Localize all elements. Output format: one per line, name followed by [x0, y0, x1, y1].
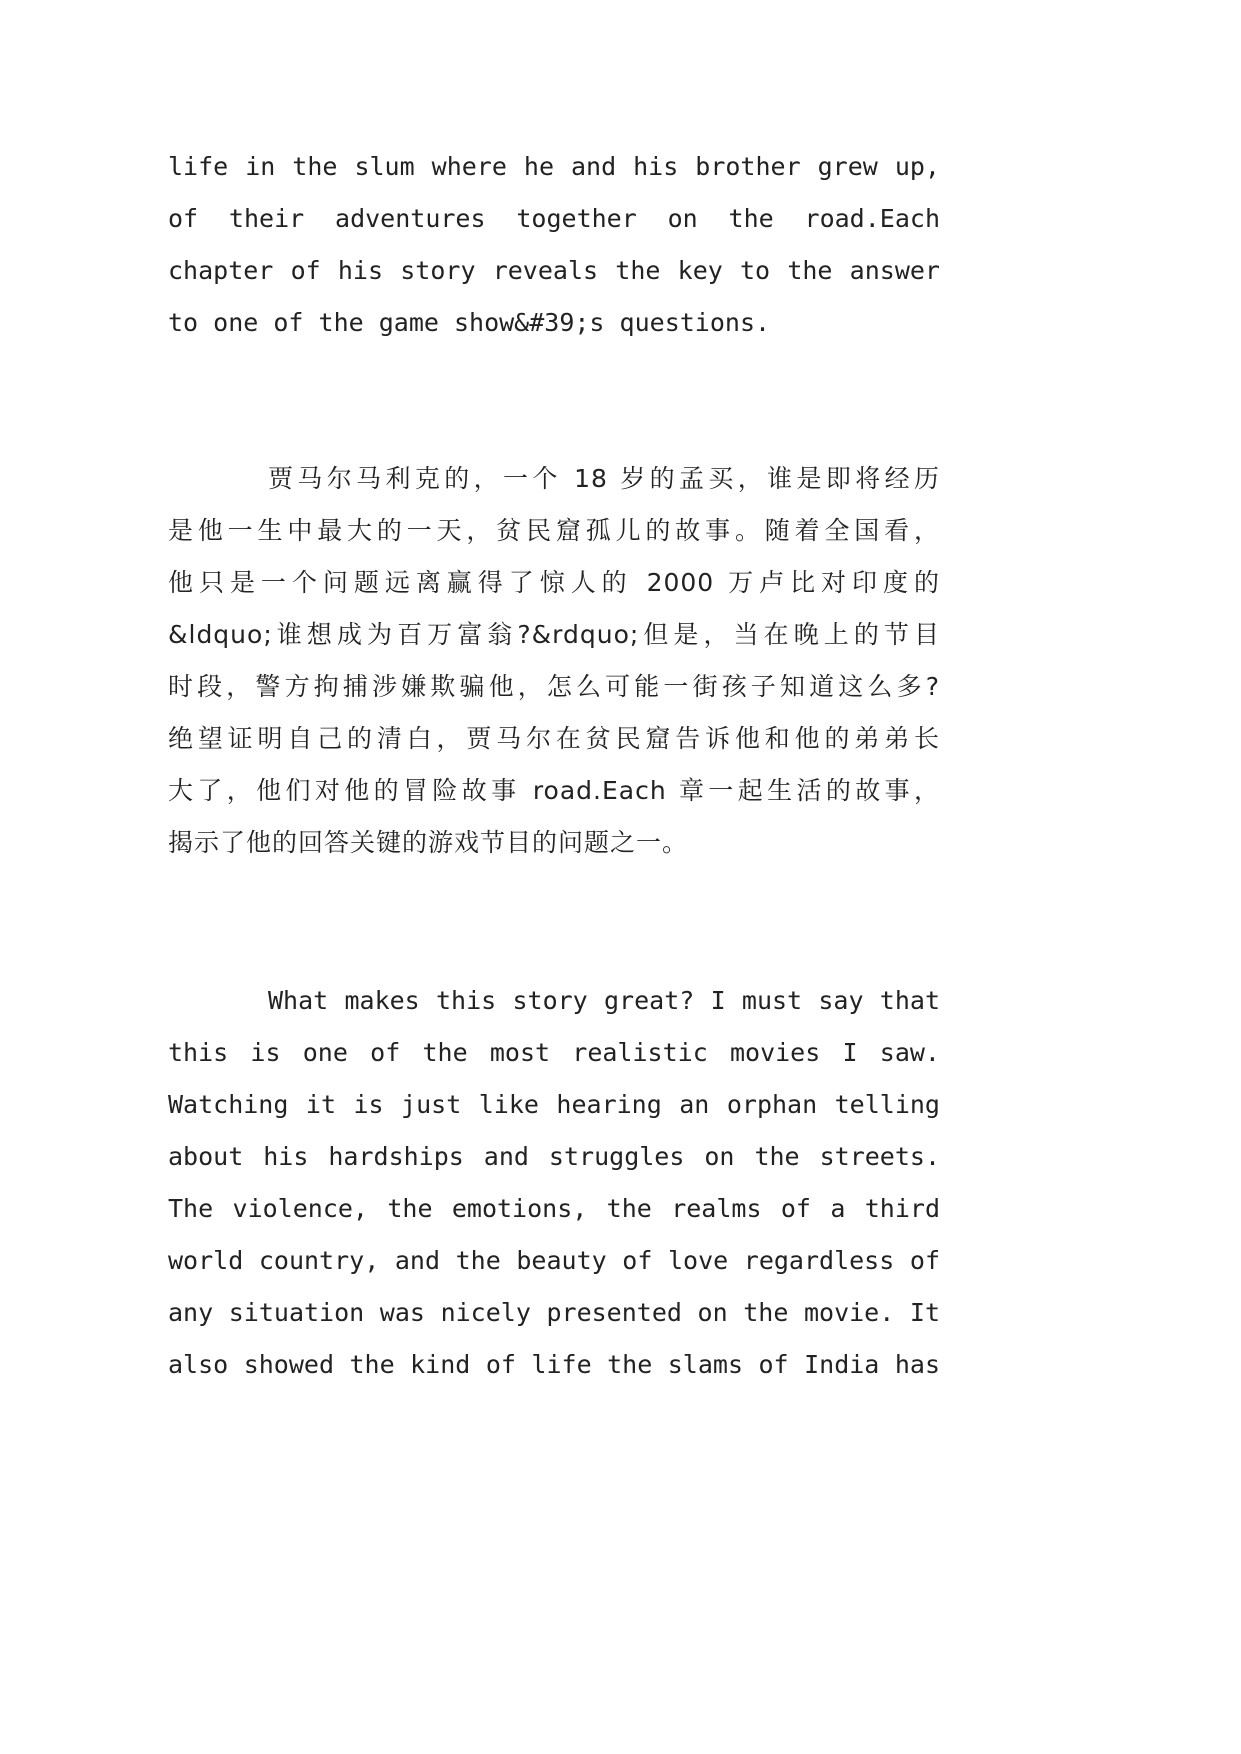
text-line: of their adventures together on the road.Each	[168, 204, 940, 233]
text-line: 时段，警方拘捕涉嫌欺骗他，怎么可能一街孩子知道这么多?	[168, 672, 940, 701]
text-line: any situation was nicely presented on the movie. It	[168, 1298, 940, 1327]
text-line: chapter of his story reveals the key to the answer	[168, 256, 940, 285]
text-line: The violence, the emotions, the realms of a third	[168, 1194, 940, 1223]
text-line: life in the slum where he and his brother grew up,	[168, 152, 940, 181]
text-line: 大了，他们对他的冒险故事 road.Each 章一起生活的故事，	[168, 776, 940, 805]
text-line: also showed the kind of life the slams of India has	[168, 1350, 940, 1379]
text-line: 是他一生中最大的一天，贫民窟孤儿的故事。随着全国看，	[168, 516, 940, 545]
text-line: 绝望证明自己的清白，贾马尔在贫民窟告诉他和他的弟弟长	[168, 724, 940, 753]
text-line: to one of the game show&#39;s questions.	[168, 308, 771, 337]
text-line: 揭示了他的回答关键的游戏节目的问题之一。	[168, 828, 689, 857]
text-line: about his hardships and struggles on the streets.	[168, 1142, 940, 1171]
text-line: &ldquo;谁想成为百万富翁?&rdquo;但是，当在晚上的节目	[168, 620, 940, 649]
text-line: this is one of the most realistic movies I saw.	[168, 1038, 940, 1067]
text-line: 他只是一个问题远离赢得了惊人的 2000 万卢比对印度的	[168, 568, 940, 597]
paragraph-english-intro	[168, 141, 940, 349]
paragraph-chinese-translation	[168, 453, 940, 869]
text-line: What makes this story great? I must say that	[268, 986, 940, 1015]
text-line: 贾马尔马利克的，一个 18 岁的孟买，谁是即将经历	[268, 464, 940, 493]
text-line: Watching it is just like hearing an orphan telling	[168, 1090, 940, 1119]
paragraph-english-review	[168, 975, 940, 1391]
text-line: world country, and the beauty of love regardless of	[168, 1246, 940, 1275]
